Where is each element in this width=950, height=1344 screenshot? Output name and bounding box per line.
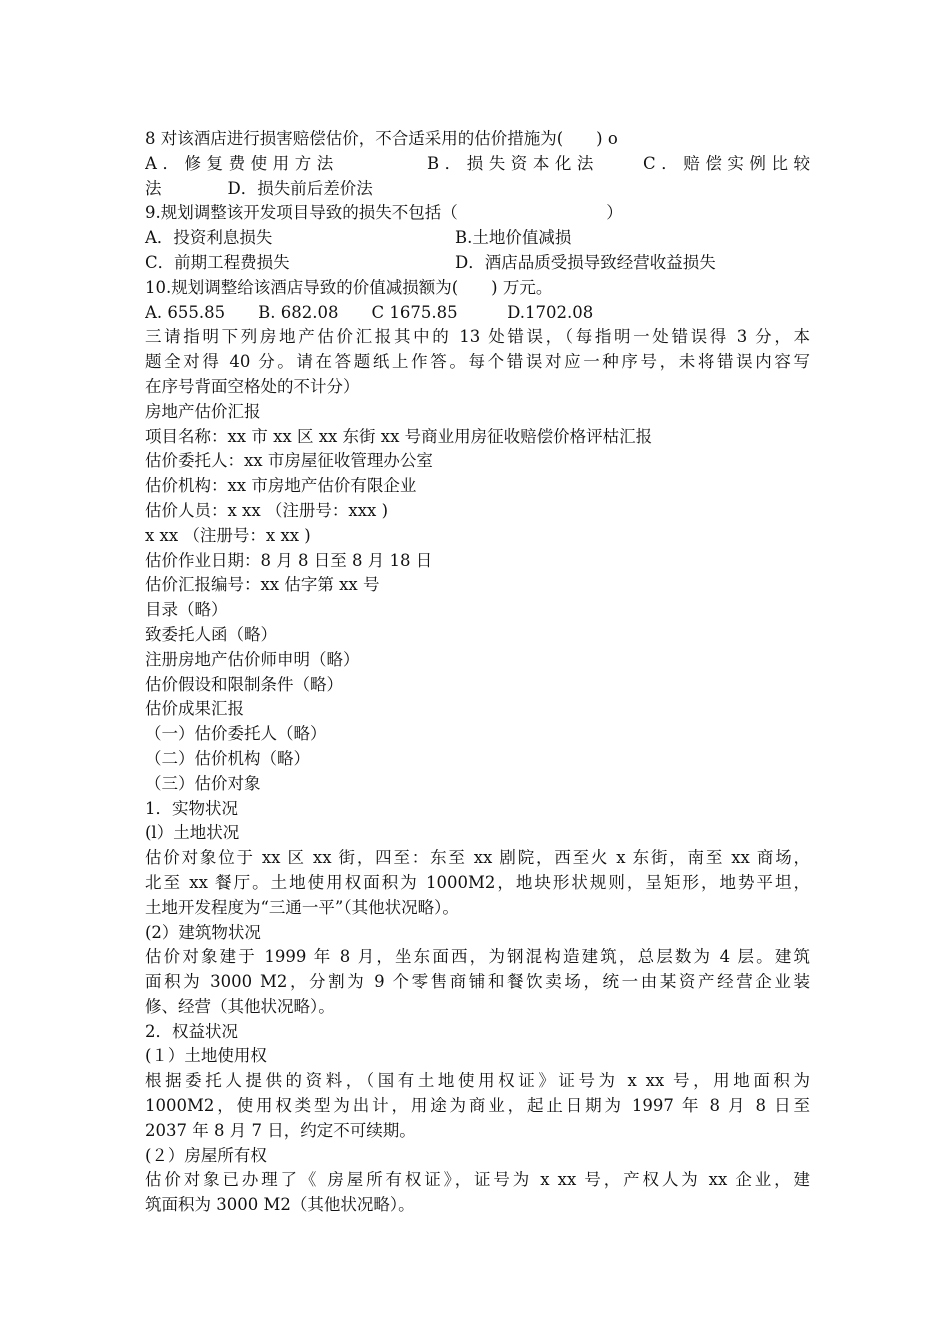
subsection-heading: （二）估价机构（略） <box>145 748 310 768</box>
report-title: 房地产估价汇报 <box>145 401 261 421</box>
item-heading: 1．实物状况 <box>145 798 238 818</box>
toc-item: 致委托人函（略） <box>145 624 277 644</box>
paragraph-line: 北至 xx 餐厅。土地使用权面积为 1000M2，地块形状规则，呈矩形，地势平坦， <box>145 872 810 892</box>
question-9-options-cd <box>145 251 810 276</box>
section-3-instruction: 题全对得 40 分。请在答题纸上作答。每个错误对应一种序号，未将错误内容写 <box>145 352 810 372</box>
toc-item: 注册房地产估价师申明（略） <box>145 649 360 669</box>
document-body <box>145 127 810 1218</box>
report-number: 估价汇报编号：xx 估字第 xx 号 <box>145 575 380 595</box>
section-3-instruction: 在序号背面空格处的不计分） <box>145 376 360 396</box>
appraiser-2: x xx （注册号：x xx ) <box>145 525 311 545</box>
subsection-heading: （三）估价对象 <box>145 773 261 793</box>
project-name: 项目名称：xx 市 xx 区 xx 东街 xx 号商业用房征收赔偿价格评枯汇报 <box>145 426 653 446</box>
paragraph-line: 筑面积为 3000 M2（其他状况略）。 <box>145 1195 415 1215</box>
paragraph-line: 面积为 3000 M2，分割为 9 个零售商铺和餐饮卖场，统一由某资产经营企业装 <box>145 972 810 992</box>
item-heading: (２）房屋所有权 <box>145 1145 267 1165</box>
option-c: C．前期工程费损失 <box>145 252 290 272</box>
paragraph-line: 估价对象位于 xx 区 xx 街，四至：东至 xx 剧院，西至火 x 东街，南至 xx 商场， <box>145 848 810 868</box>
option-b: B.土地价值减损 <box>455 228 572 248</box>
work-date: 估价作业日期：8 月 8 日至 8 月 18 日 <box>145 550 433 570</box>
appraiser-1: 估价人员：x xx （注册号：xxx ) <box>145 500 389 520</box>
question-8-options: A．修复费使用方法 B．损失资本化法 C．赔偿实例比较 <box>145 153 810 173</box>
item-heading: 2．权益状况 <box>145 1021 238 1041</box>
question-10: 10.规划调整给该酒店导致的价值减损额为( ) 万元。 <box>145 277 553 297</box>
paragraph-line: 1000M2，使用权类型为出计，用途为商业，起止日期为 1997 年 8 月 8 日至 <box>145 1096 810 1116</box>
item-heading: (１）土地使用权 <box>145 1046 267 1066</box>
section-3-instruction: 三请指明下列房地产估价汇报其中的 13 处错误，（每指明一处错误得 3 分，本 <box>145 327 810 347</box>
question-9-options-ab <box>145 226 810 251</box>
paragraph-line: 土地开发程度为“三通一平”（其他状况略）。 <box>145 897 459 917</box>
toc-item: 目录（略） <box>145 600 228 620</box>
toc-item: 估价假设和限制条件（略） <box>145 674 343 694</box>
paragraph-line: 根据委托人提供的资料，（国有土地使用权证》证号为 x xx 号，用地面积为 <box>145 1071 810 1091</box>
paragraph-line: 修、经营（其他状况略）。 <box>145 996 335 1016</box>
question-10-options: A. 655.85 B. 682.08 C 1675.85 D.1702.08 <box>145 302 594 322</box>
agency: 估价机构：xx 市房地产估价有限企业 <box>145 476 417 496</box>
option-d: D．酒店品质受损导致经营收益损失 <box>455 252 716 272</box>
paragraph-line: 估价对象建于 1999 年 8 月，坐东面西，为钢混构造建筑，总层数为 4 层。建筑 <box>145 947 810 967</box>
paragraph-line: 2037 年 8 月 7 日，约定不可续期。 <box>145 1120 416 1140</box>
question-8-options-cont: 法 D．损失前后差价法 <box>145 178 373 198</box>
option-a: A．投资利息损失 <box>145 228 273 248</box>
question-9: 9.规划调整该开发项目导致的损失不包括（ ） <box>145 203 623 223</box>
item-heading: (l）土地状况 <box>145 823 240 843</box>
client: 估价委托人：xx 市房屋征收管理办公室 <box>145 451 433 471</box>
item-heading: (2）建筑物状况 <box>145 922 261 942</box>
section-heading: 估价成果汇报 <box>145 699 244 719</box>
subsection-heading: （一）估价委托人（略） <box>145 724 327 744</box>
question-8: 8 对该酒店进行损害赔偿估价，不合适采用的估价措施为( ) o <box>145 129 618 148</box>
paragraph-line: 估价对象已办理了《 房屋所有权证》，证号为 x xx 号，产权人为 xx 企业，建 <box>145 1170 810 1190</box>
